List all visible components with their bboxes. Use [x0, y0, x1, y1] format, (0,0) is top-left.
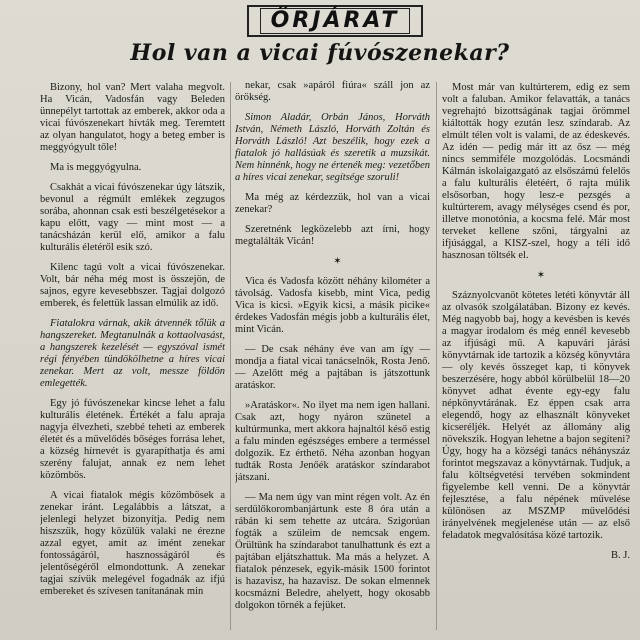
- paragraph: nekar, csak »apáról fiúra« száll jon az örökség.: [235, 80, 430, 103]
- section-star: ✶: [333, 256, 342, 267]
- paragraph: Szeretnénk legközelebb azt írni, hogy megtalálták Vicán!: [235, 224, 430, 247]
- article-column-2: [235, 80, 430, 640]
- paragraph: Ma még az kérdezzük, hol van a vicai zenekar?: [235, 192, 430, 215]
- column-divider: [436, 82, 437, 630]
- paragraph: — De csak néhány éve van am így — mondja a fiatal vicai tanácselnök, Rosta Jenő. — Azelőtt még a pajtában is játszottunk aratáskor.: [235, 344, 430, 391]
- rubric-box: [247, 5, 423, 37]
- paragraph: Száznyolcvanöt kötetes letéti könyvtár áll az olvasók szolgálatában. Bizony ez kevés. Még nagyobb baj, hogy a kevésben is kevés a magyar irodalom és még ennél kevesebb az ifjúsági mű. A kapuvári járási könyvtárnak ide tartozik a község könyvtára — oly kevés összeget kap, ti könyvek beszerzésére, hogy abból körülbelül 18—20 könyvet adhat évente egy-egy falu népkönyvtárának. Ez éppen csak arra elegendő, hogy az elhasznált könyveket kicseréljék. Helyét az állomány alig növekszik. Hogyan lehetne a bajon segíteni? Úgy, hogy ha a községi tanács néhányszáz forintot megszavaz a könyvtárnak. Tudjuk, a falu költségvetési tervében sokmindent figyelembe kell venni. De a könyvtár fejlesztése, a falu népének művelése különösen az MSZMP művelődési irányelvének megjelenése után — az első feladatok megvalósítása közé tartozik.: [442, 290, 630, 541]
- article-column-1: [40, 82, 225, 640]
- paragraph-italic: Fiatalokra várnak, akik átvennék tőlük a hangszereket. Megtanulnák a kottaolvasást, a hangszerek kezelését — egyszóval ismét régi fényében tündökölhetne a híres vicai zenekar. Mert az volt, messze földön emlegették.: [40, 318, 225, 389]
- paragraph: Most már van kultúrterem, edig ez sem volt a faluban. Amikor felavatták, a tanács vegrehajtó bizottságának tagjai örömmel kiáltották hogy ezután lesz színdarab. Az elmúlt télen volt is valami, de az édeskevés. Az idén — pedig már itt az ősz — még nincs semmiféle mozgolódás. Locsmándi Kálmán iskolaigazgató az elsőszámú felelős a falu kulturális életéért, ő rajta múlik elsősorban, hogy lesz-e pezsgés a kultúrterem, avagy mélységes csend és por, illetve monotónia, a kocsma felé. Már most terveket kellene szőni, tárgyalni az ifjúsággal, a KISZ-szel, hogy a téli idő hasznosan töltsék el.: [442, 82, 630, 261]
- rubric-title: ŐRJÁRAT: [260, 8, 411, 34]
- paragraph: »Aratáskor«. No ilyet ma nem igen hallani. Csak azt, hogy nyáron szünetel a kultúrmunka, mert akkora hajnaltól késő estig a falu minden egészséges embere a terméssel dolgozik. Ez érthető. Néha azonban hogyan tudták Rosta Jenőék aratáskor színdarabot játszani.: [235, 400, 430, 483]
- paragraph: Kilenc tagú volt a vicai fúvószenekar. Volt, bár néha még most is összejön, de sajnos, egyre kevesebbszer. Tagjai dolgozó emberek, és felettük lassan elmúlik az idő.: [40, 262, 225, 309]
- paragraph: — Ma nem úgy van mint régen volt. Az én serdülőkorombanjártunk este 8 óra után a rábán ki sem tehette az utcára. Szigorúan fogták a szüleim de nemcsak engem. Örültünk ha színdarabot tanulhattunk és ezt a pajtában eljátszhattuk. Ma más a helyzet. A fiatalok pénzesek, egyik-másik 1500 forintot is hazavisz, ha hazavisz. De sokan elmennek kocsmázni Beledre, ahelyett, hogy okosabb dolgokon törnék a fejüket.: [235, 492, 430, 611]
- paragraph: Ma is meggyógyulna.: [50, 162, 142, 173]
- paragraph-italic: Simon Aladár, Orbán János, Horváth István, Németh László, Horváth Zoltán és Horváth László! Azt beszélik, hogy ezek a fiatalok jó hallásúak és szeretik a muzsikát. Nem hinnénk, hogy ne értenék meg: vezetőben a híres vicai zenekar, segítsége szoruli!: [235, 112, 430, 183]
- paragraph: A vicai fiatalok mégis közömbösek a zenekar iránt. Legalábbis a látszat, a jelenlegi helyzet bizonyítja. Pedig nem hiszszük, hogy közülük valaki ne érezne azzal egyet, amit az imént zenekar fontosságáról, hasznosságáról és jelentőségéről elmondottunk. A zenekar tagjai szívük melegével fogadnák az ifjú embereket és szívesen tanítanának min: [40, 490, 225, 597]
- author-signature: B. J.: [611, 550, 630, 561]
- paragraph: Bizony, hol van? Mert valaha megvolt. Ha Vicán, Vadosfán vagy Beleden ünnepélyt tartottak az emberek, akkor oda a vicai fúvószenekart hívták meg. Teremtett az olyan hangulatot, hogy a beteg ember is meggyógyult tőle!: [40, 82, 225, 153]
- paragraph: Csakhát a vicai fúvószenekar úgy látszik, bevonul a régmúlt emlékek zegzugos sorába, ahonnan csak esti beszélgetésekor a kapu előtt, vagy — mint most — a tanácsházán kerül elő, amikor a falu kulturális életéről esik szó.: [40, 182, 225, 253]
- article-column-3: [442, 82, 630, 640]
- article-headline: Hol van a vicai fúvószenekar?: [130, 40, 510, 66]
- column-divider: [230, 82, 231, 630]
- section-star: ✶: [536, 270, 546, 281]
- paragraph: Vica és Vadosfa között néhány kilométer a távolság. Vadosfa kisebb, mint Vica, pedig Vica is kicsi. »Egyik kicsi, a másik picike« érdekes Vadosfán mégis jobb a kulturális élet, mint Vicán.: [235, 276, 430, 335]
- paragraph: Egy jó fúvószenekar kincse lehet a falu kulturális életének. Értékét a falu apraja nagyja élvezheti, szebbé teheti az emberek életét és a művelődés bőséges forrása lehet, a község hírnevét is gyarapíthatja és ami szerény falujat, annak ez nem lehet közömbös.: [40, 398, 225, 481]
